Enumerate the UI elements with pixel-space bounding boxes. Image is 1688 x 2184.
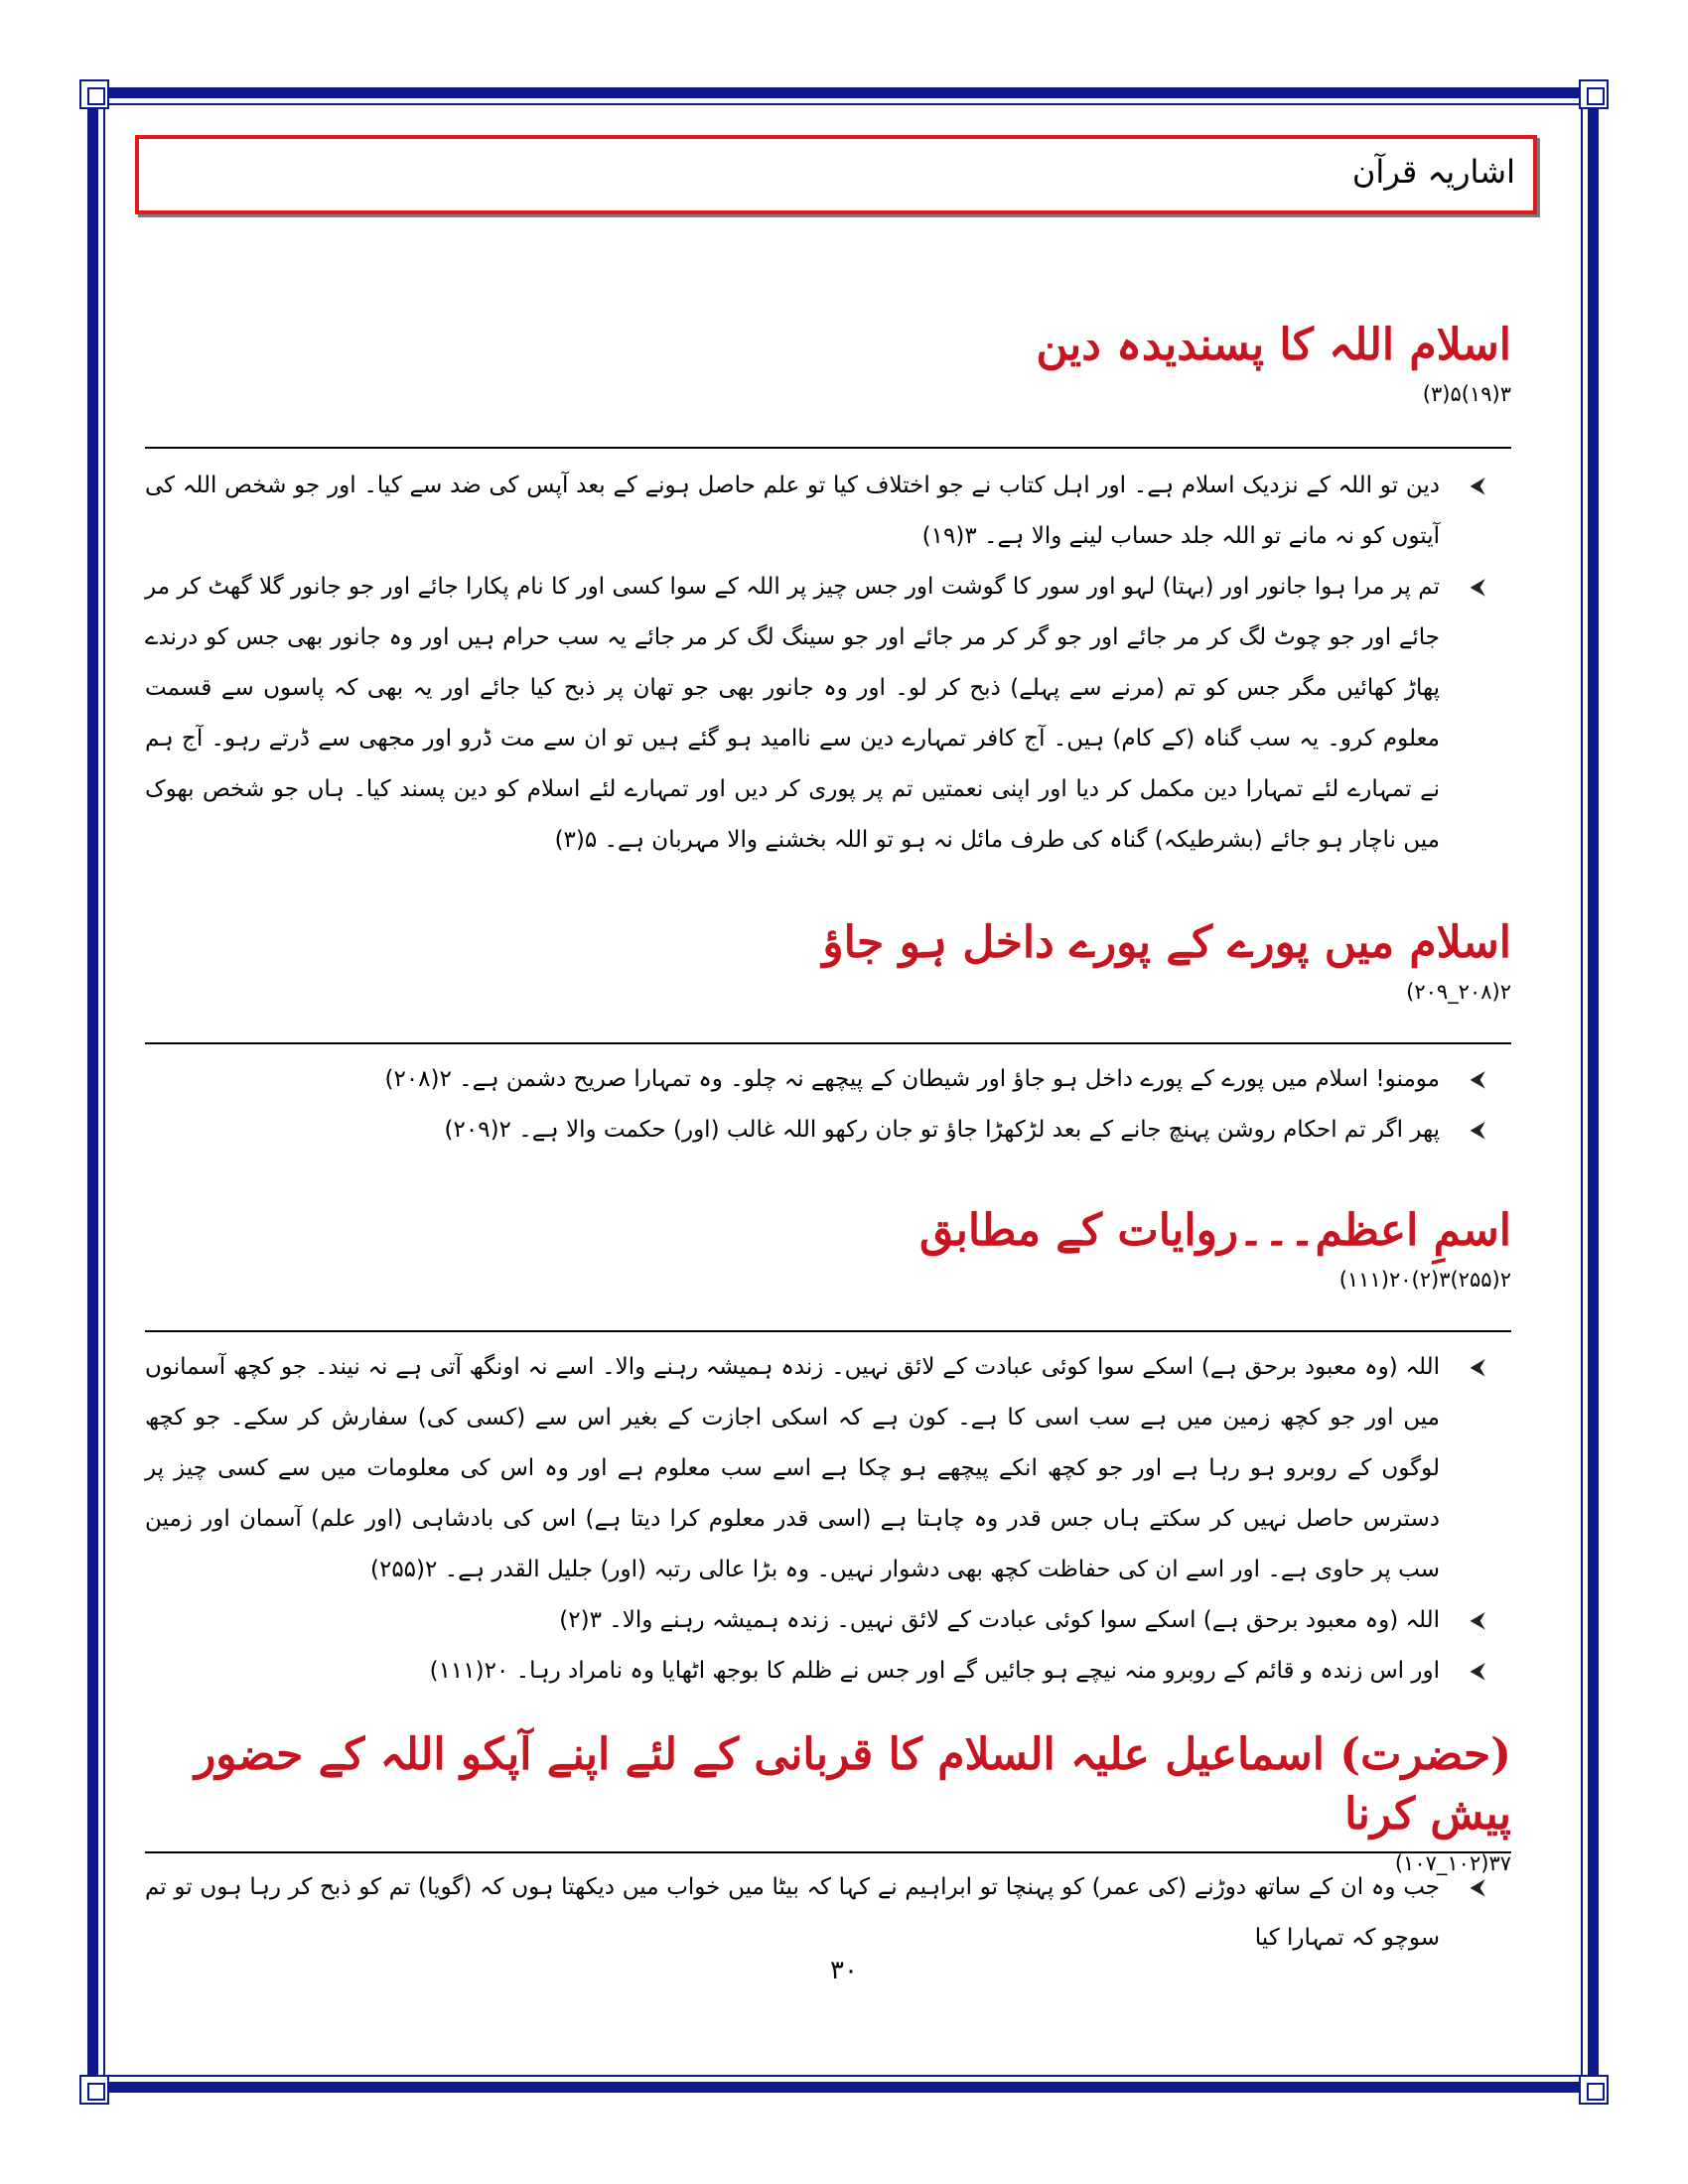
corner-ornament-bottom-right [1579, 2075, 1609, 2105]
corner-ornament-top-right [1579, 79, 1609, 109]
entry-text: اللہ (وہ معبود برحق ہے) اسکے سوا کوئی عبادت کے لائق نہیں۔ زندہ ہمیشہ رہنے والا۔ اسے نہ اونگھ آتی ہے نہ نیند۔ جو کچھ آسمانوں میں اور جو کچھ زمین میں ہے سب اسی کا ہے۔ کون ہے کہ اسکی اجازت کے بغیر اس سے (کسی کی) سفارش کر سکے۔ جو کچھ لوگوں کے روبرو ہو رہا ہے اور جو کچھ انکے پیچھے ہو چکا ہے اسے سب معلوم ہے اور وہ اس کی معلومات میں سے کسی چیز پر دسترس حاصل نہیں کر سکتے ہاں جس قدر وہ چاہتا ہے (اسی قدر معلوم کرا دیتا ہے) اس کی بادشاہی (اور علم) آسمان اور زمین سب پر حاوی ہے۔ اور اسے ان کی حفاظت کچھ بھی دشوار نہیں۔ وہ بڑا عالی رتبہ (اور) جلیل القدر ہے۔ ۲(۲۵۵) [145, 1354, 1440, 1582]
corner-ornament-bottom-left [79, 2075, 109, 2105]
corner-ornament-top-left [79, 79, 109, 109]
list-item [145, 1054, 1511, 1105]
entry-text: دین تو اللہ کے نزدیک اسلام ہے۔ اور اہل کتاب نے جو اختلاف کیا تو علم حاصل ہونے کے بعد آپس کی ضد سے کیا۔ اور جو شخص اللہ کی آیتوں کو نہ مانے تو اللہ جلد حساب لینے والا ہے۔ ۳(۱۹) [145, 473, 1440, 549]
section-entries [145, 461, 1511, 866]
section-reference: ۲(۲۵۵)۳(۲)۲۰(۱۱۱) [1338, 1268, 1511, 1292]
section-heading: اسلام اللہ کا پسندیدہ دین [1036, 320, 1511, 370]
entry-text: پھر اگر تم احکام روشن پہنچ جانے کے بعد لڑکھڑا جاؤ تو جان رکھو اللہ غالب (اور) حکمت والا ہے۔ ۲(۲۰۹) [444, 1117, 1440, 1143]
list-item [145, 461, 1511, 562]
section-heading-block [145, 913, 1511, 1007]
arrow-bullet-icon: ⮜ [1470, 474, 1485, 498]
section-heading-block [145, 1201, 1511, 1295]
entry-text: جب وہ ان کے ساتھ دوڑنے (کی عمر) کو پہنچا تو ابراہیم نے کہا کہ بیٹا میں خواب میں دیکھتا ہوں کہ (گویا) تم کو ذبح کر رہا ہوں تو تم سوچو کہ تمہارا کیا [145, 1874, 1440, 1951]
list-item [145, 1595, 1511, 1646]
arrow-bullet-icon: ⮜ [1470, 575, 1485, 600]
section-entries [145, 1342, 1511, 1697]
section-entries [145, 1862, 1511, 1964]
section-heading: اسمِ اعظم۔۔۔روایات کے مطابق [918, 1205, 1511, 1256]
section-reference: ۲(۲۰۸_۲۰۹) [1406, 980, 1511, 1004]
list-item [145, 1646, 1511, 1697]
list-item [145, 562, 1511, 866]
section-divider [145, 1042, 1511, 1044]
arrow-bullet-icon: ⮜ [1470, 1067, 1485, 1092]
section-divider [145, 1330, 1511, 1332]
section-divider [145, 1851, 1511, 1853]
arrow-bullet-icon: ⮜ [1470, 1118, 1485, 1143]
section-heading-block [145, 1725, 1511, 1878]
arrow-bullet-icon: ⮜ [1470, 1875, 1485, 1900]
page-number: ۳۰ [830, 1956, 858, 1985]
section-reference: ۳۷(۱۰۲_۱۰۷) [1394, 1851, 1511, 1875]
section-heading: (حضرت) اسماعیل علیہ السلام کا قربانی کے لئے اپنے آپکو اللہ کے حضور پیش کرنا [194, 1729, 1511, 1840]
page-header [135, 135, 1537, 214]
entry-text: مومنو! اسلام میں پورے کے پورے داخل ہو جاؤ اور شیطان کے پیچھے نہ چلو۔ وہ تمہارا صریح دشمن ہے۔ ۲(۲۰۸) [384, 1066, 1440, 1092]
list-item [145, 1342, 1511, 1595]
section-reference: ۳(۱۹)۵(۳) [1422, 382, 1511, 406]
section-entries [145, 1054, 1511, 1156]
header-title: اشاریہ قرآن [1351, 153, 1515, 191]
section-divider [145, 447, 1511, 449]
arrow-bullet-icon: ⮜ [1470, 1608, 1485, 1633]
entry-text: اور اس زندہ و قائم کے روبرو منہ نیچے ہو جائیں گے اور جس نے ظلم کا بوجھ اٹھایا وہ نامراد رہا۔ ۲۰(۱۱۱) [429, 1658, 1440, 1684]
arrow-bullet-icon: ⮜ [1470, 1355, 1485, 1380]
entry-text: تم پر مرا ہوا جانور اور (بہتا) لہو اور سور کا گوشت اور جس چیز پر اللہ کے سوا کسی اور کا نام پکارا جائے اور جو جانور گلا گھٹ کر مر جائے اور جو چوٹ لگ کر مر جائے اور جو گر کر مر جائے اور جو سینگ لگ کر مر جائے یہ سب حرام ہیں اور وہ جانور بھی جس کو درندے پھاڑ کھائیں مگر جس کو تم (مرنے سے پہلے) ذبح کر لو۔ اور وہ جانور بھی جو تھان پر ذبح کیا جائے اور یہ بھی کہ پاسوں سے قسمت معلوم کرو۔ یہ سب گناہ (کے کام) ہیں۔ آج کافر تمہارے دین سے ناامید ہو گئے ہیں تو ان سے مت ڈرو اور مجھی سے ڈرتے رہو۔ آج ہم نے تمہارے لئے تمہارا دین مکمل کر دیا اور اپنی نعمتیں تم پر پوری کر دیں اور تمہارے لئے اسلام کو دین پسند کیا۔ ہاں جو شخص بھوک میں ناچار ہو جائے (بشرطیکہ) گناہ کی طرف مائل نہ ہو تو اللہ بخشنے والا مہربان ہے۔ ۵(۳) [145, 574, 1440, 853]
list-item [145, 1105, 1511, 1156]
section-heading-block [145, 316, 1511, 409]
section-heading: اسلام میں پورے کے پورے داخل ہو جاؤ [822, 917, 1511, 968]
arrow-bullet-icon: ⮜ [1470, 1659, 1485, 1684]
list-item [145, 1862, 1511, 1964]
entry-text: اللہ (وہ معبود برحق ہے) اسکے سوا کوئی عبادت کے لائق نہیں۔ زندہ ہمیشہ رہنے والا۔ ۳(۲) [559, 1607, 1440, 1633]
